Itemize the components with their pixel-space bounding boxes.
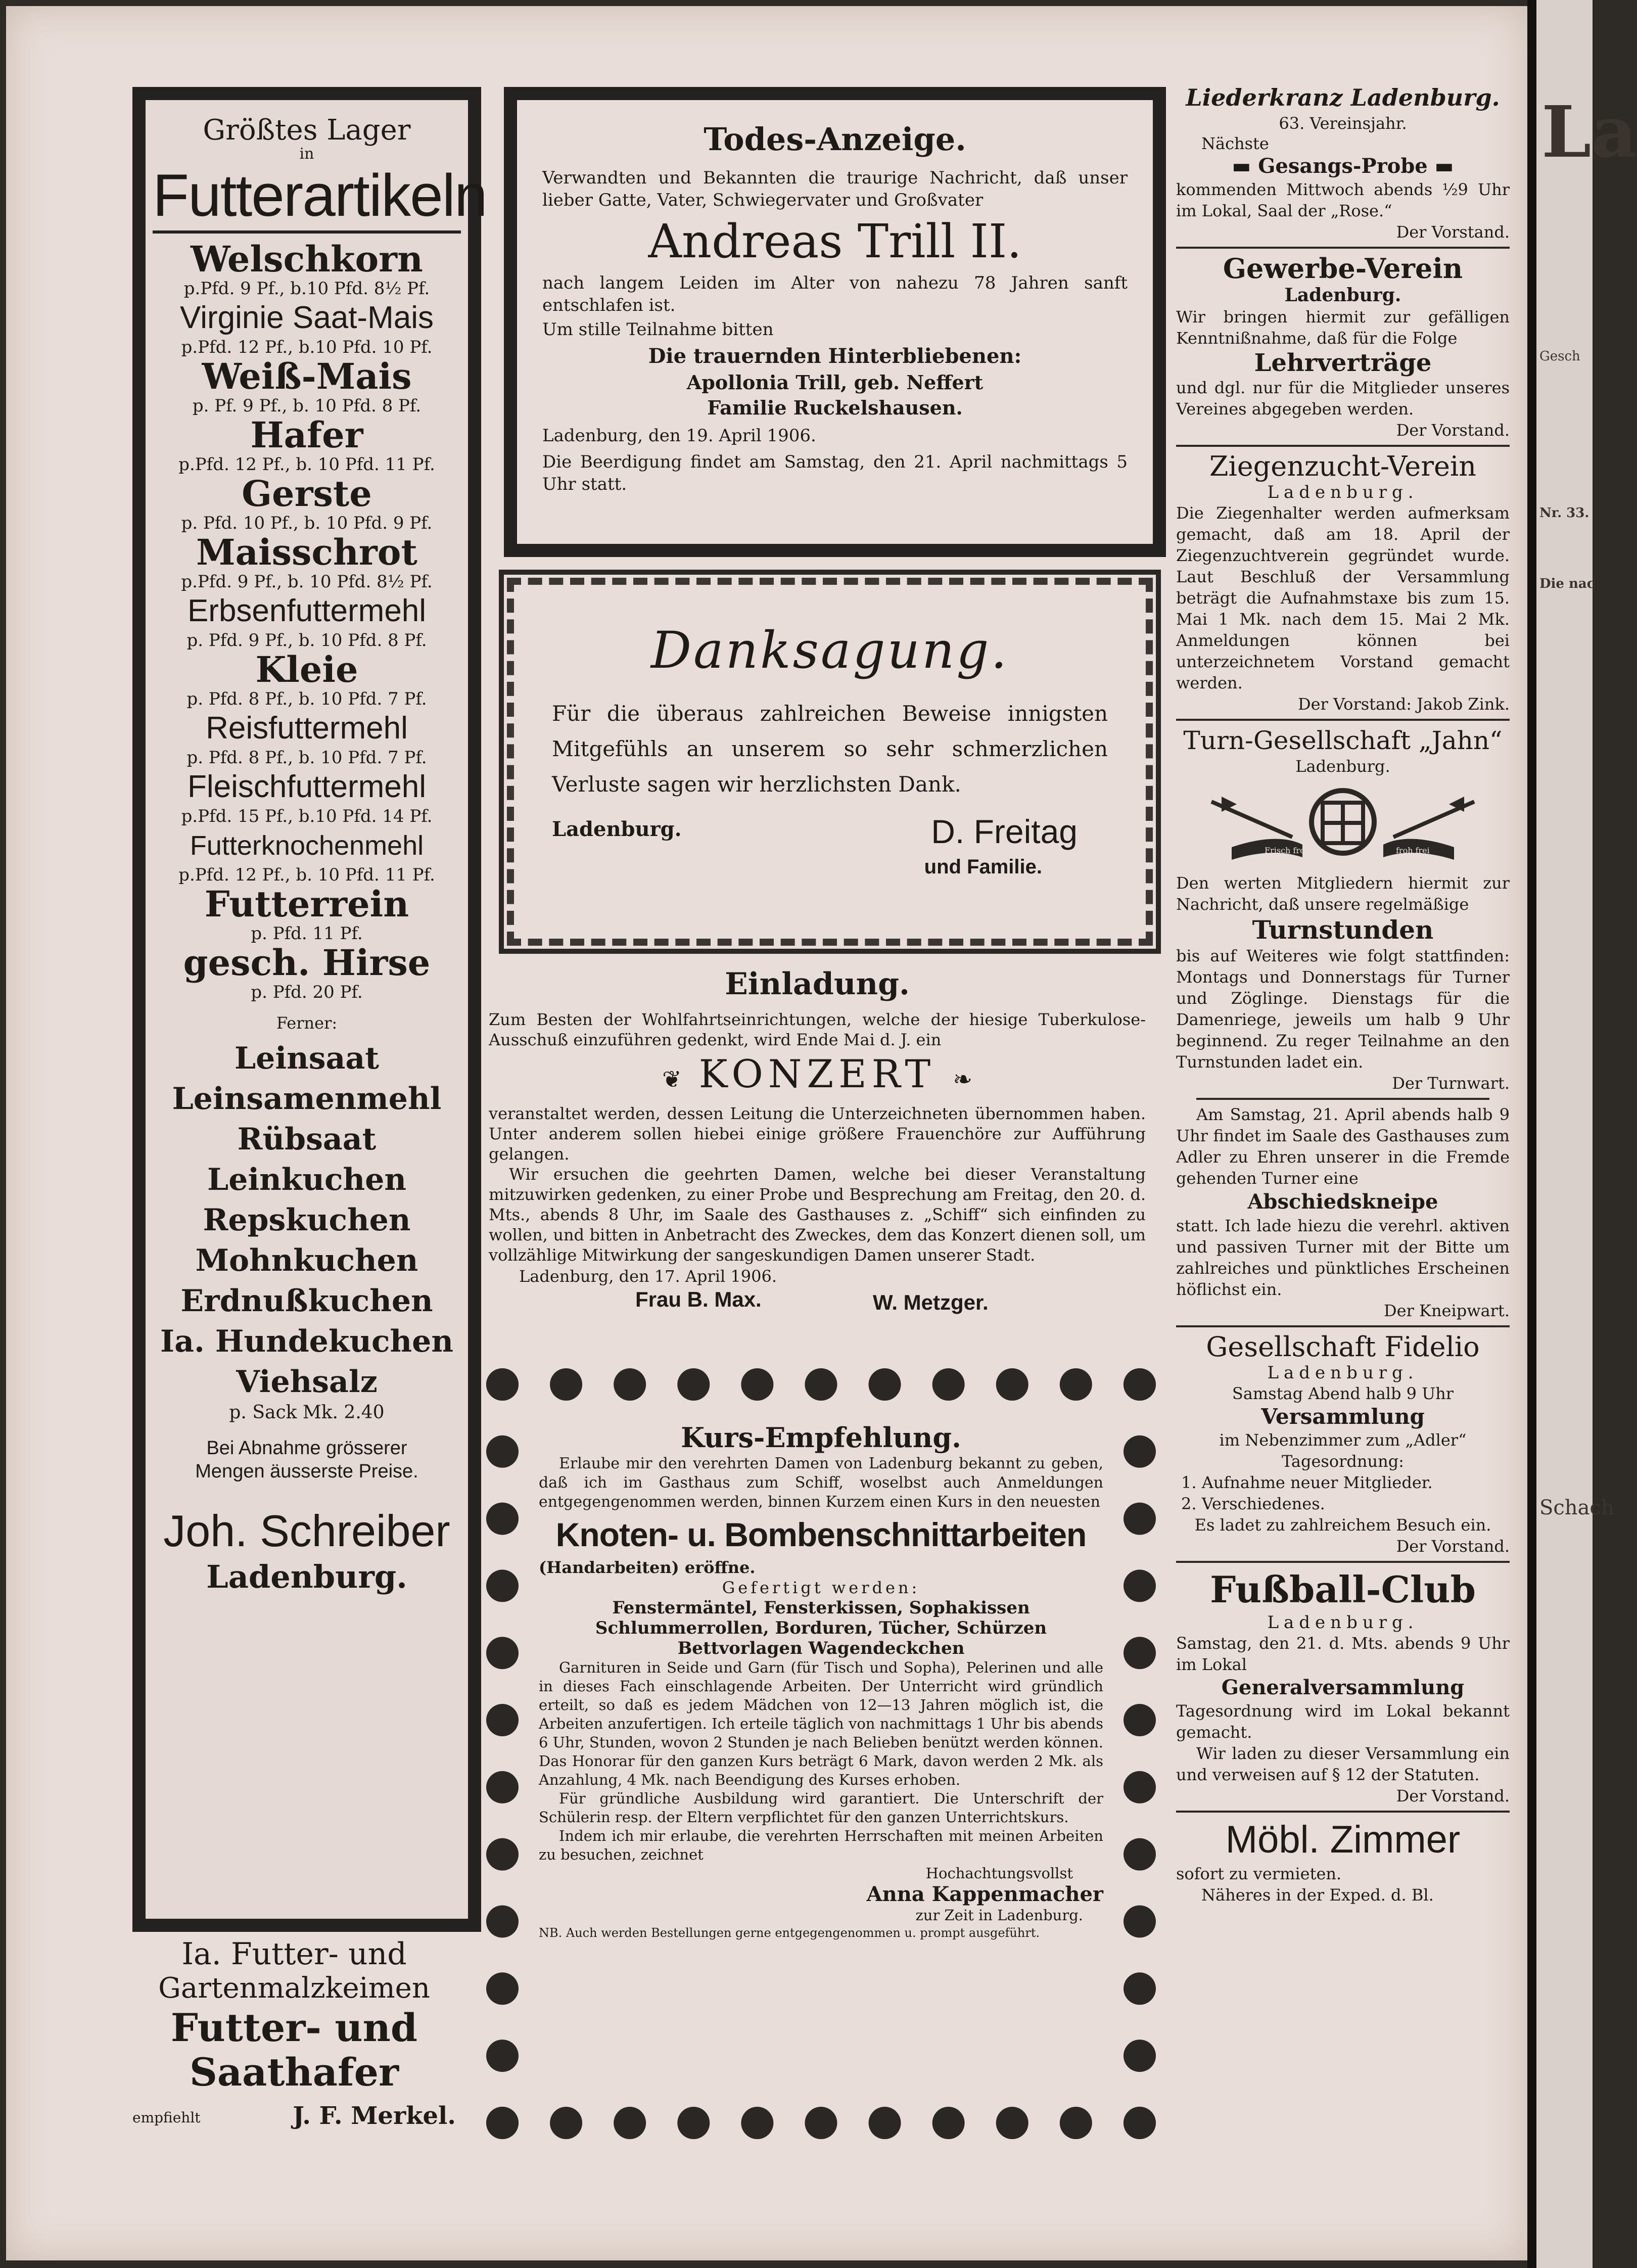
course-items1: Fenstermäntel, Fensterkissen, Sophakissen: [612, 1598, 1030, 1618]
ad-header-line1: Größtes Lager: [203, 114, 411, 147]
bulk-note-line2: Mengen äusserste Preise.: [195, 1461, 418, 1482]
ziegen-town: Ladenburg.: [1267, 482, 1419, 502]
right-column-notices: [1176, 82, 1510, 2245]
invitation-sign2: W. Metzger.: [873, 1290, 989, 1314]
turn-sign2: Der Kneipwart.: [1383, 1301, 1510, 1320]
edge-fragment4: Schach: [1539, 1496, 1614, 1519]
emblem-right-text: froh frei: [1396, 846, 1430, 855]
extra-repskuchen: Repskuchen: [203, 1202, 411, 1238]
extra-viehsalz: Viehsalz: [236, 1364, 378, 1400]
separator: [1176, 719, 1510, 721]
turn-text2: bis auf Weiteres wie folgt stattfinden: Montags und Donnerstags für Turner und Zöglinge. Dienstags für die Damenriege, jeweils um halb 9 Uhr beginnend. Zu reger Teilnahme an den Turnstunden ladet ein.: [1176, 946, 1510, 1072]
product-saat-mais: Virginie Saat-Mais p.Pfd. 12 Pf., b.10 Pfd. 10 Pf.: [180, 300, 434, 357]
fidelio-when: Samstag Abend halb 9 Uhr: [1232, 1384, 1454, 1403]
ad-header-title: Futterartikeln: [153, 162, 487, 229]
turn-text: Den werten Mitgliedern hiermit zur Nachricht, daß unsere regelmäßige: [1176, 873, 1510, 914]
gewerbe-text: Wir bringen hiermit zur gefälligen Kenntnißnahme, daß für die Folge: [1176, 307, 1510, 348]
liederkranz-naechste: Nächste: [1201, 134, 1269, 153]
thanks-text: Für die überaus zahlreichen Beweise innigsten Mitgefühls an unserem so sehr schmerzlichen Verluste sagen wir herzlichsten Dank.: [552, 701, 1108, 797]
ziegen-sign: Der Vorstand: Jakob Zink.: [1297, 695, 1510, 714]
ad-header-line2: in: [299, 145, 314, 163]
turn-highlight: Turnstunden: [1252, 915, 1434, 945]
fidelio-town: Ladenburg.: [1267, 1363, 1419, 1383]
concert-invitation: [479, 964, 1156, 1358]
course-title: Kurs-Empfehlung.: [681, 1421, 961, 1454]
fidelio-notice: [1176, 1331, 1510, 1557]
gewerbe-title: Gewerbe-Verein: [1223, 252, 1463, 285]
gewerbe-sign: Der Vorstand.: [1396, 421, 1510, 440]
ziegen-text: Die Ziegenhalter werden aufmerksam gemacht, daß am 18. April der Ziegenzuchtverein gegründet wurde. Laut Beschluß der Versammlung beträgt die Aufnahmstaxe bis zum 15. Mai 1 Mk. nach dem 15. Mai 2 Mk. Anmeldungen können bei unterzeichnetem Vorstand gemacht werden.: [1176, 503, 1510, 692]
ferner-label: Ferner:: [276, 1013, 338, 1033]
malt-line4: Saathafer: [189, 2050, 399, 2095]
ziegen-title: Ziegenzucht-Verein: [1209, 450, 1477, 482]
extra-hundekuchen: Ia. Hundekuchen: [160, 1324, 453, 1359]
separator: [1176, 1561, 1510, 1563]
course-gefertigt: Gefertigt werden:: [722, 1578, 920, 1597]
turn-sign: Der Turnwart.: [1392, 1074, 1510, 1093]
thanks-place: Ladenburg.: [552, 817, 682, 841]
death-burial: Die Beerdigung findet am Samstag, den 21. April nachmittags 5 Uhr statt.: [542, 452, 1128, 494]
turn-highlight2: Abschiedskneipe: [1247, 1190, 1438, 1214]
course-text2: Garnituren in Seide und Garn (für Tisch und Sopha), Pelerinen und alle in dieses Fach einschlagende Arbeiten. Der Unterricht wird gründlich erteilt, so daß es jedem Mädchen von 12—13 Jahren möglich ist, die Arbeiten anzufertigen. Ich erteile täglich von nachmittags 1 Uhr bis abends 6 Uhr, Stunden, wovon 2 Stunden je nach Belieben benützt werden können. Das Honorar für den ganzen Kurs beträgt 6 Mark, davon werden 2 Mk. als Anzahlung, 4 Mk. nach Beendigung des Kurses erhoben.: [539, 1659, 1103, 1788]
separator: [1176, 1811, 1510, 1813]
owner-town: Ladenburg.: [206, 1558, 407, 1595]
death-notice: [504, 87, 1166, 557]
edge-fragment-big: La: [1541, 91, 1637, 174]
gewerbe-notice: [1176, 253, 1510, 441]
liederkranz-year: 63. Vereinsjahr.: [1279, 114, 1407, 133]
course-text4: Indem ich mir erlaube, die verehrten Herrschaften mit meinen Arbeiten zu besuchen, zeichnet: [539, 1827, 1103, 1863]
malt-line2: Gartenmalzkeimen: [158, 1972, 430, 2005]
death-mourner2: Familie Ruckelshausen.: [707, 396, 963, 419]
konzert-word: KONZERT: [698, 1051, 936, 1096]
death-text1: Verwandten und Bekannten die traurige Nachricht, daß unser lieber Gatte, Vater, Schwiegervater und Großvater: [542, 168, 1128, 210]
fidelio-agenda1: 1. Aufnahme neuer Mitglieder.: [1181, 1473, 1433, 1492]
course-items3: Bettvorlagen Wagendeckchen: [677, 1638, 965, 1658]
separator: [1176, 445, 1510, 447]
fussball-highlight: Generalversammlung: [1221, 1676, 1465, 1699]
fussball-town: Ladenburg.: [1267, 1612, 1419, 1633]
extra-ruebsaat: Rübsaat: [237, 1122, 377, 1157]
invitation-dateline: Ladenburg, den 17. April 1906.: [519, 1267, 777, 1286]
turn-title: Turn-Gesellschaft „Jahn“: [1183, 726, 1503, 755]
feed-advertisement: [132, 87, 487, 1932]
separator: [1176, 1325, 1510, 1327]
course-headline: Knoten- u. Bombenschnittarbeiten: [555, 1516, 1087, 1553]
product-erbsenfuttermehl: Erbsenfuttermehl p. Pfd. 9 Pf., b. 10 Pfd. 8 Pf.: [186, 593, 427, 651]
turn-notice: [1176, 725, 1510, 1321]
course-nb: NB. Auch werden Bestellungen gerne entgegengenommen u. prompt ausgeführt.: [539, 1926, 1040, 1940]
extra-erdnusskuchen: Erdnußkuchen: [180, 1283, 433, 1319]
liederkranz-text: kommenden Mittwoch abends ½9 Uhr im Lokal, Saal der „Rose.“: [1176, 180, 1510, 220]
konzert-headline: [489, 1050, 1146, 1103]
product-welschkorn: Welschkorn p.Pfd. 9 Pf., b.10 Pfd. 8½ Pf.: [183, 238, 430, 299]
liederkranz-notice: [1176, 82, 1510, 243]
course-text1: Erlaube mir den verehrten Damen von Ladenburg bekannt zu geben, daß ich im Gasthaus zum Schiff, woselbst auch Anmeldungen entgegengenommen werden, binnen Kurzem einen Kurs in den neuesten: [539, 1455, 1103, 1511]
turn-town: Ladenburg.: [1295, 757, 1390, 776]
bulk-note-line1: Bei Abnahme grösserer: [206, 1438, 407, 1459]
zimmer-text1: sofort zu vermieten.: [1176, 1864, 1342, 1883]
product-hirse: gesch. Hirse p. Pfd. 20 Pf.: [183, 942, 431, 1002]
thanks-title: Danksagung.: [650, 621, 1009, 680]
malt-line3: Futter- und: [170, 2005, 418, 2050]
death-dateline: Ladenburg, den 19. April 1906.: [542, 426, 816, 446]
fidelio-highlight: Versammlung: [1261, 1404, 1425, 1429]
product-gerste: Gerste p. Pfd. 10 Pf., b. 10 Pfd. 9 Pf.: [181, 473, 433, 533]
fussball-when: Samstag, den 21. d. Mts. abends 9 Uhr im Lokal: [1176, 1634, 1510, 1674]
adjacent-page-edge: [1527, 0, 1637, 2268]
fussball-sign: Der Vorstand.: [1396, 1786, 1510, 1806]
thanks-family: und Familie.: [924, 856, 1042, 878]
fussball-notice: [1176, 1567, 1510, 1807]
edge-fragment2: Nr. 33.: [1539, 505, 1589, 521]
gewerbe-highlight: Lehrverträge: [1254, 349, 1432, 377]
edge-fragment1: Gesch: [1539, 349, 1580, 364]
liederkranz-title: Liederkranz Ladenburg.: [1186, 84, 1500, 111]
extra-mohnkuchen: Mohnkuchen: [195, 1243, 418, 1278]
fussball-title: Fußball-Club: [1210, 1568, 1476, 1611]
extra-leinsamenmehl: Leinsamenmehl: [172, 1081, 442, 1117]
ornament-left-icon: ❦: [662, 1066, 682, 1093]
liederkranz-sign: Der Vorstand.: [1396, 222, 1510, 242]
product-maisschrot: Maisschrot p.Pfd. 9 Pf., b. 10 Pfd. 8½ Pf.: [181, 531, 433, 592]
extra-leinsaat: Leinsaat: [234, 1041, 380, 1076]
malt-line1: Ia. Futter- und: [181, 1936, 407, 1972]
liederkranz-probe: ▬ Gesangs-Probe ▬: [1232, 154, 1454, 178]
product-kleie: Kleie p. Pfd. 8 Pf., b. 10 Pfd. 7 Pf.: [186, 649, 427, 709]
fidelio-title: Gesellschaft Fidelio: [1206, 1331, 1480, 1363]
death-name: Andreas Trill II.: [648, 214, 1022, 268]
fussball-text: Tagesordnung wird im Lokal bekannt gemacht.: [1176, 1701, 1510, 1742]
zimmer-title: Möbl. Zimmer: [1225, 1818, 1461, 1861]
viehsalz-price: p. Sack Mk. 2.40: [229, 1402, 385, 1423]
death-title: Todes-Anzeige.: [704, 121, 966, 158]
product-reisfuttermehl: Reisfuttermehl p. Pfd. 8 Pf., b. 10 Pfd. 7 Pf.: [186, 711, 427, 768]
course-regards: Hochachtungsvollst: [925, 1865, 1073, 1882]
gewerbe-town: Ladenburg.: [1284, 285, 1401, 306]
course-text3: Für gründliche Ausbildung wird garantiert. Die Unterschrift der Schülerin resp. der Eltern verpflichtet für den ganzen Unterrichtskurs.: [539, 1790, 1103, 1826]
product-futterknochenmehl: Futterknochenmehl p.Pfd. 12 Pf., b. 10 Pfd. 11 Pf.: [178, 830, 435, 885]
owner-name: Joh. Schreiber: [163, 1506, 450, 1556]
product-fleischfuttermehl: Fleischfuttermehl p.Pfd. 15 Pf., b.10 Pfd. 14 Pf.: [181, 769, 433, 826]
invitation-sign1: Frau B. Max.: [635, 1287, 762, 1311]
fidelio-invite: Es ladet zu zahlreichem Besuch ein.: [1194, 1515, 1491, 1535]
ornament-right-icon: ❧: [953, 1066, 972, 1093]
invitation-title: Einladung.: [725, 966, 910, 1002]
death-mourner1: Apollonia Trill, geb. Neffert: [686, 371, 984, 394]
fidelio-agenda2: 2. Verschiedenes.: [1181, 1494, 1325, 1513]
malt-recommended: empfiehlt: [132, 2109, 201, 2126]
turner-emblem-icon: [1201, 781, 1484, 867]
separator: [1176, 247, 1510, 249]
death-text3: Um stille Teilnahme bitten: [542, 319, 774, 340]
invitation-text2: veranstaltet werden, dessen Leitung die Unterzeichneten übernommen haben. Unter anderem sollen hiebei einige größere Frauenchöre zur Aufführung gelangen.: [489, 1104, 1146, 1164]
course-location: zur Zeit in Ladenburg.: [915, 1907, 1083, 1924]
newspaper-page: [6, 6, 1527, 2260]
thanks-notice: [499, 570, 1161, 954]
separator: [1196, 1098, 1489, 1100]
emblem-left-text: Frisch fromm: [1265, 846, 1320, 855]
course-name: Anna Kappenmacher: [866, 1882, 1103, 1906]
zimmer-text2: Näheres in der Exped. d. Bl.: [1201, 1885, 1434, 1905]
death-mourners: Die trauernden Hinterbliebenen:: [648, 344, 1022, 368]
turn-text3: Am Samstag, 21. April abends halb 9 Uhr findet im Saale des Gasthauses zum Adler zu Ehren unserer in die Fremde gehenden Turner eine: [1176, 1105, 1510, 1188]
invitation-text1: Zum Besten der Wohlfahrtseinrichtungen, welche der hiesige Tuberkulose-Ausschuß einzuführen gedenkt, wird Ende Mai d. J. ein: [489, 1010, 1146, 1049]
fidelio-where: im Nebenzimmer zum „Adler“: [1219, 1430, 1467, 1450]
course-items2: Schlummerrollen, Borduren, Tücher, Schürzen: [595, 1618, 1047, 1638]
header-rule: [153, 230, 461, 234]
turn-text4: statt. Ich lade hiezu die verehrl. aktiven und passiven Turner mit der Bitte um zahlreiches und pünktliches Erscheinen höflichst ein.: [1176, 1216, 1510, 1299]
invitation-text3: Wir ersuchen die geehrten Damen, welche bei dieser Veranstaltung mitzuwirken gedenken, zu einer Probe und Besprechung am Freitag, den 20. d. Mts., abends 8 Uhr, im Saale des Gasthauses z. „Schiff“ sich einfinden zu wollen, und bitten in Anbetracht des Zweckes, dem das Konzert dienen soll, um vollzählige Mitwirkung der sangeskundigen Damen unserer Stadt.: [489, 1165, 1146, 1265]
course-advertisement: [486, 1368, 1156, 2139]
extra-leinkuchen: Leinkuchen: [207, 1162, 406, 1197]
thanks-signature: D. Freitag: [931, 813, 1078, 850]
gewerbe-text2: und dgl. nur für die Mitglieder unseres Vereines abgegeben werden.: [1176, 378, 1510, 419]
malt-merchant: J. F. Merkel.: [293, 2102, 456, 2130]
ziegen-notice: [1176, 451, 1510, 715]
fidelio-agenda-title: Tagesordnung:: [1282, 1452, 1404, 1471]
fussball-text2: Wir laden zu dieser Versammlung ein und verweisen auf § 12 der Statuten.: [1176, 1744, 1510, 1784]
product-futterrein: Futterrein p. Pfd. 11 Pf.: [204, 883, 409, 944]
death-text2: nach langem Leiden im Alter von nahezu 78 Jahren sanft entschlafen ist.: [542, 273, 1128, 315]
edge-fragment3: Die nac: [1539, 576, 1595, 591]
product-hafer: Hafer p.Pfd. 12 Pf., b. 10 Pfd. 11 Pf.: [178, 414, 435, 475]
product-weiss-mais: Weiß-Mais p. Pf. 9 Pf., b. 10 Pfd. 8 Pf.: [192, 355, 422, 416]
malt-advertisement: [132, 1937, 456, 2159]
zimmer-notice: [1176, 1817, 1510, 1906]
course-handarbeiten: (Handarbeiten) eröffne.: [539, 1558, 756, 1577]
fidelio-sign: Der Vorstand.: [1396, 1537, 1510, 1556]
